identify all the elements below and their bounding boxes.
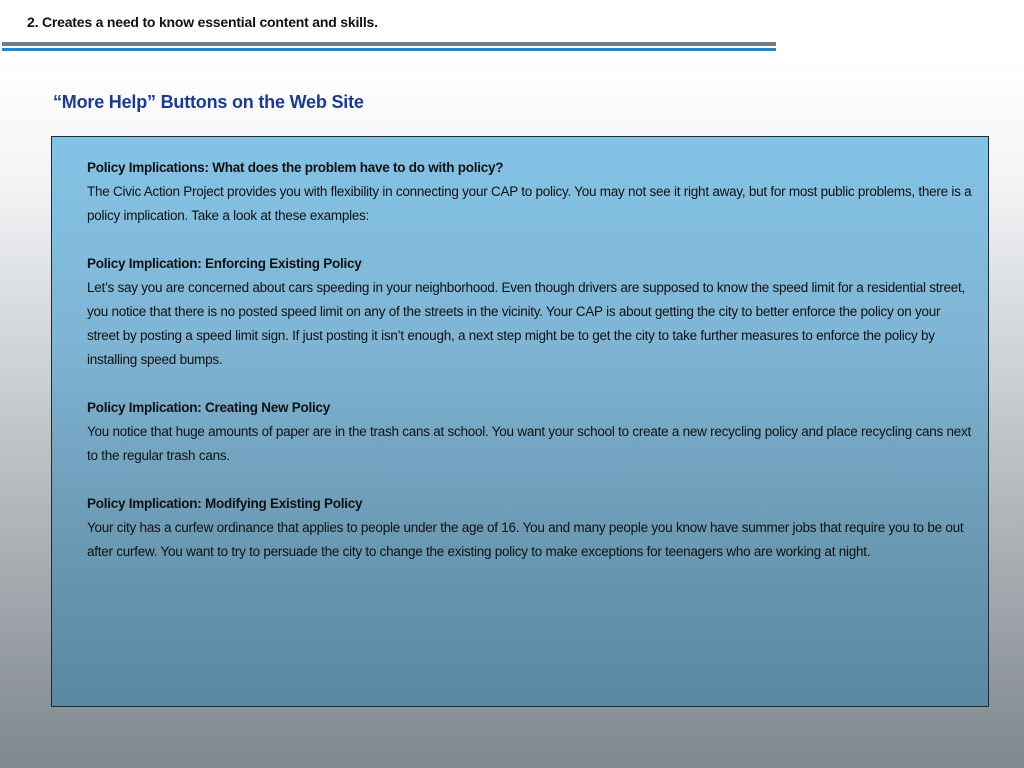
content-box <box>51 136 989 707</box>
block-title: Policy Implication: Modifying Existing Policy <box>87 496 363 511</box>
block-text: You notice that huge amounts of paper are in the trash cans at school. You want your school to create a new recycling policy and place recycling cans next to the regular trash cans. <box>87 424 972 463</box>
content-text <box>87 156 975 588</box>
header-rule-gray <box>2 42 776 46</box>
block-text: Let’s say you are concerned about cars speeding in your neighborhood. Even though drivers are supposed to know the speed limit for a residential street, you notice that there is no posted speed limit on any of the streets in the vicinity. Your CAP is about getting the city to better enforce the policy on your street by posting a speed limit sign. If just posting it isn’t enough, a next step might be to get the city to take further measures to enforce the policy by installing speed bumps. <box>87 280 966 367</box>
block-text: Your city has a curfew ordinance that applies to people under the age of 16. You and many people you know have summer jobs that require you to be out after curfew. You want to try to persuade the city to change the existing policy to make exceptions for teenagers who are working at night. <box>87 520 964 559</box>
block-title: Policy Implication: Creating New Policy <box>87 400 331 415</box>
enforcing-policy-block <box>87 252 975 372</box>
block-text: The Civic Action Project provides you with flexibility in connecting your CAP to policy. You may not see it right away, but for most public problems, there is a policy implication. Take a look at these examples: <box>87 184 972 223</box>
block-title: Policy Implication: Enforcing Existing Policy <box>87 256 362 271</box>
policy-intro-block <box>87 156 975 228</box>
creating-policy-block <box>87 396 975 468</box>
block-title: Policy Implications: What does the problem have to do with policy? <box>87 160 504 175</box>
modifying-policy-block <box>87 492 975 564</box>
header-rule-blue <box>2 48 776 51</box>
slide-heading: 2. Creates a need to know essential content and skills. <box>27 14 378 30</box>
section-title: “More Help” Buttons on the Web Site <box>53 92 364 112</box>
